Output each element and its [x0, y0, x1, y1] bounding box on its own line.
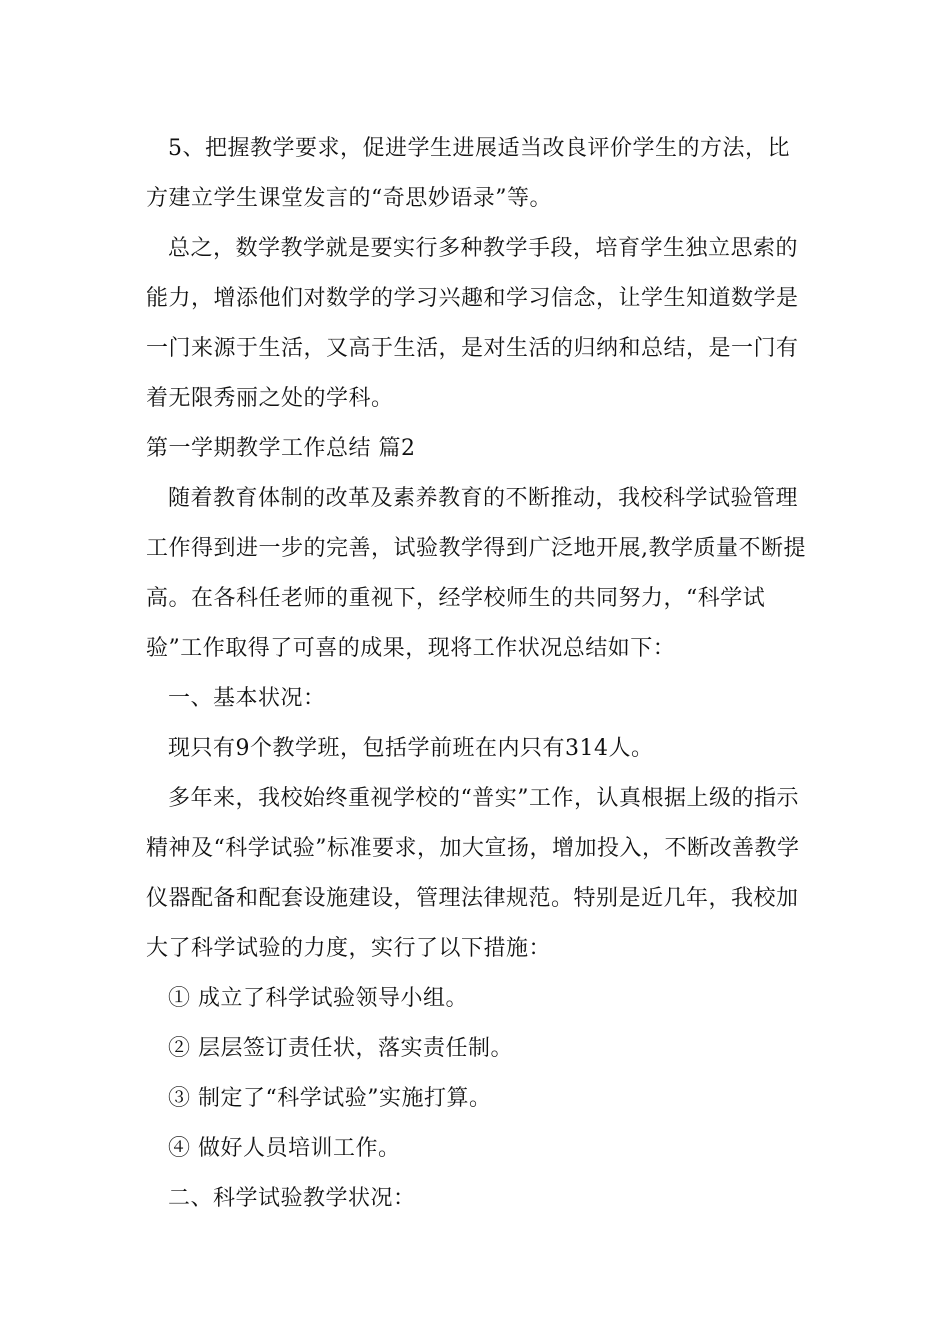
list-item-4: ④ 做好人员培训工作。: [168, 1136, 401, 1161]
paragraph-intro: 随着教育体制的改革及素养教育的不断推动，我校科学试验管理工作得到进一步的完善，试验教学得到广泛地开展,教学质量不断提高。在各科任老师的重视下，经学校师生的共同努力，“科学试验”工作取得了可喜的成果，现将工作状况总结如下：: [146, 486, 806, 661]
paragraph-conclusion: 总之，数学教学就是要实行多种教学手段，培育学生独立思索的能力，增添他们对数学的学习兴趣和学习信念，让学生知道数学是一门来源于生活，又高于生活，是对生活的归纳和总结，是一门有着无限秀丽之处的学科。: [146, 236, 799, 411]
list-item-1: ① 成立了科学试验领导小组。: [168, 986, 468, 1011]
heading-basic-status: 一、基本状况：: [168, 686, 326, 711]
paragraph-class-count: 现只有9个教学班，包括学前班在内只有314人。: [168, 736, 654, 761]
section-title-part2: 第一学期教学工作总结 篇2: [146, 436, 416, 461]
heading-experiment-teaching: 二、科学试验教学状况：: [168, 1186, 416, 1211]
paragraph-measures-intro: 多年来，我校始终重视学校的“普实”工作，认真根据上级的指示精神及“科学试验”标准要求，加大宣扬，增加投入，不断改善教学仪器配备和配套设施建设，管理法律规范。特别是近几年，我校加大了科学试验的力度，实行了以下措施：: [146, 786, 800, 961]
paragraph-teaching-requirements: 5、把握教学要求，促进学生进展适当改良评价学生的方法，比方建立学生课堂发言的“奇思妙语录”等。: [146, 136, 790, 211]
list-item-3: ③ 制定了“科学试验”实施打算。: [168, 1086, 492, 1111]
list-item-2: ② 层层签订责任状，落实责任制。: [168, 1036, 513, 1061]
